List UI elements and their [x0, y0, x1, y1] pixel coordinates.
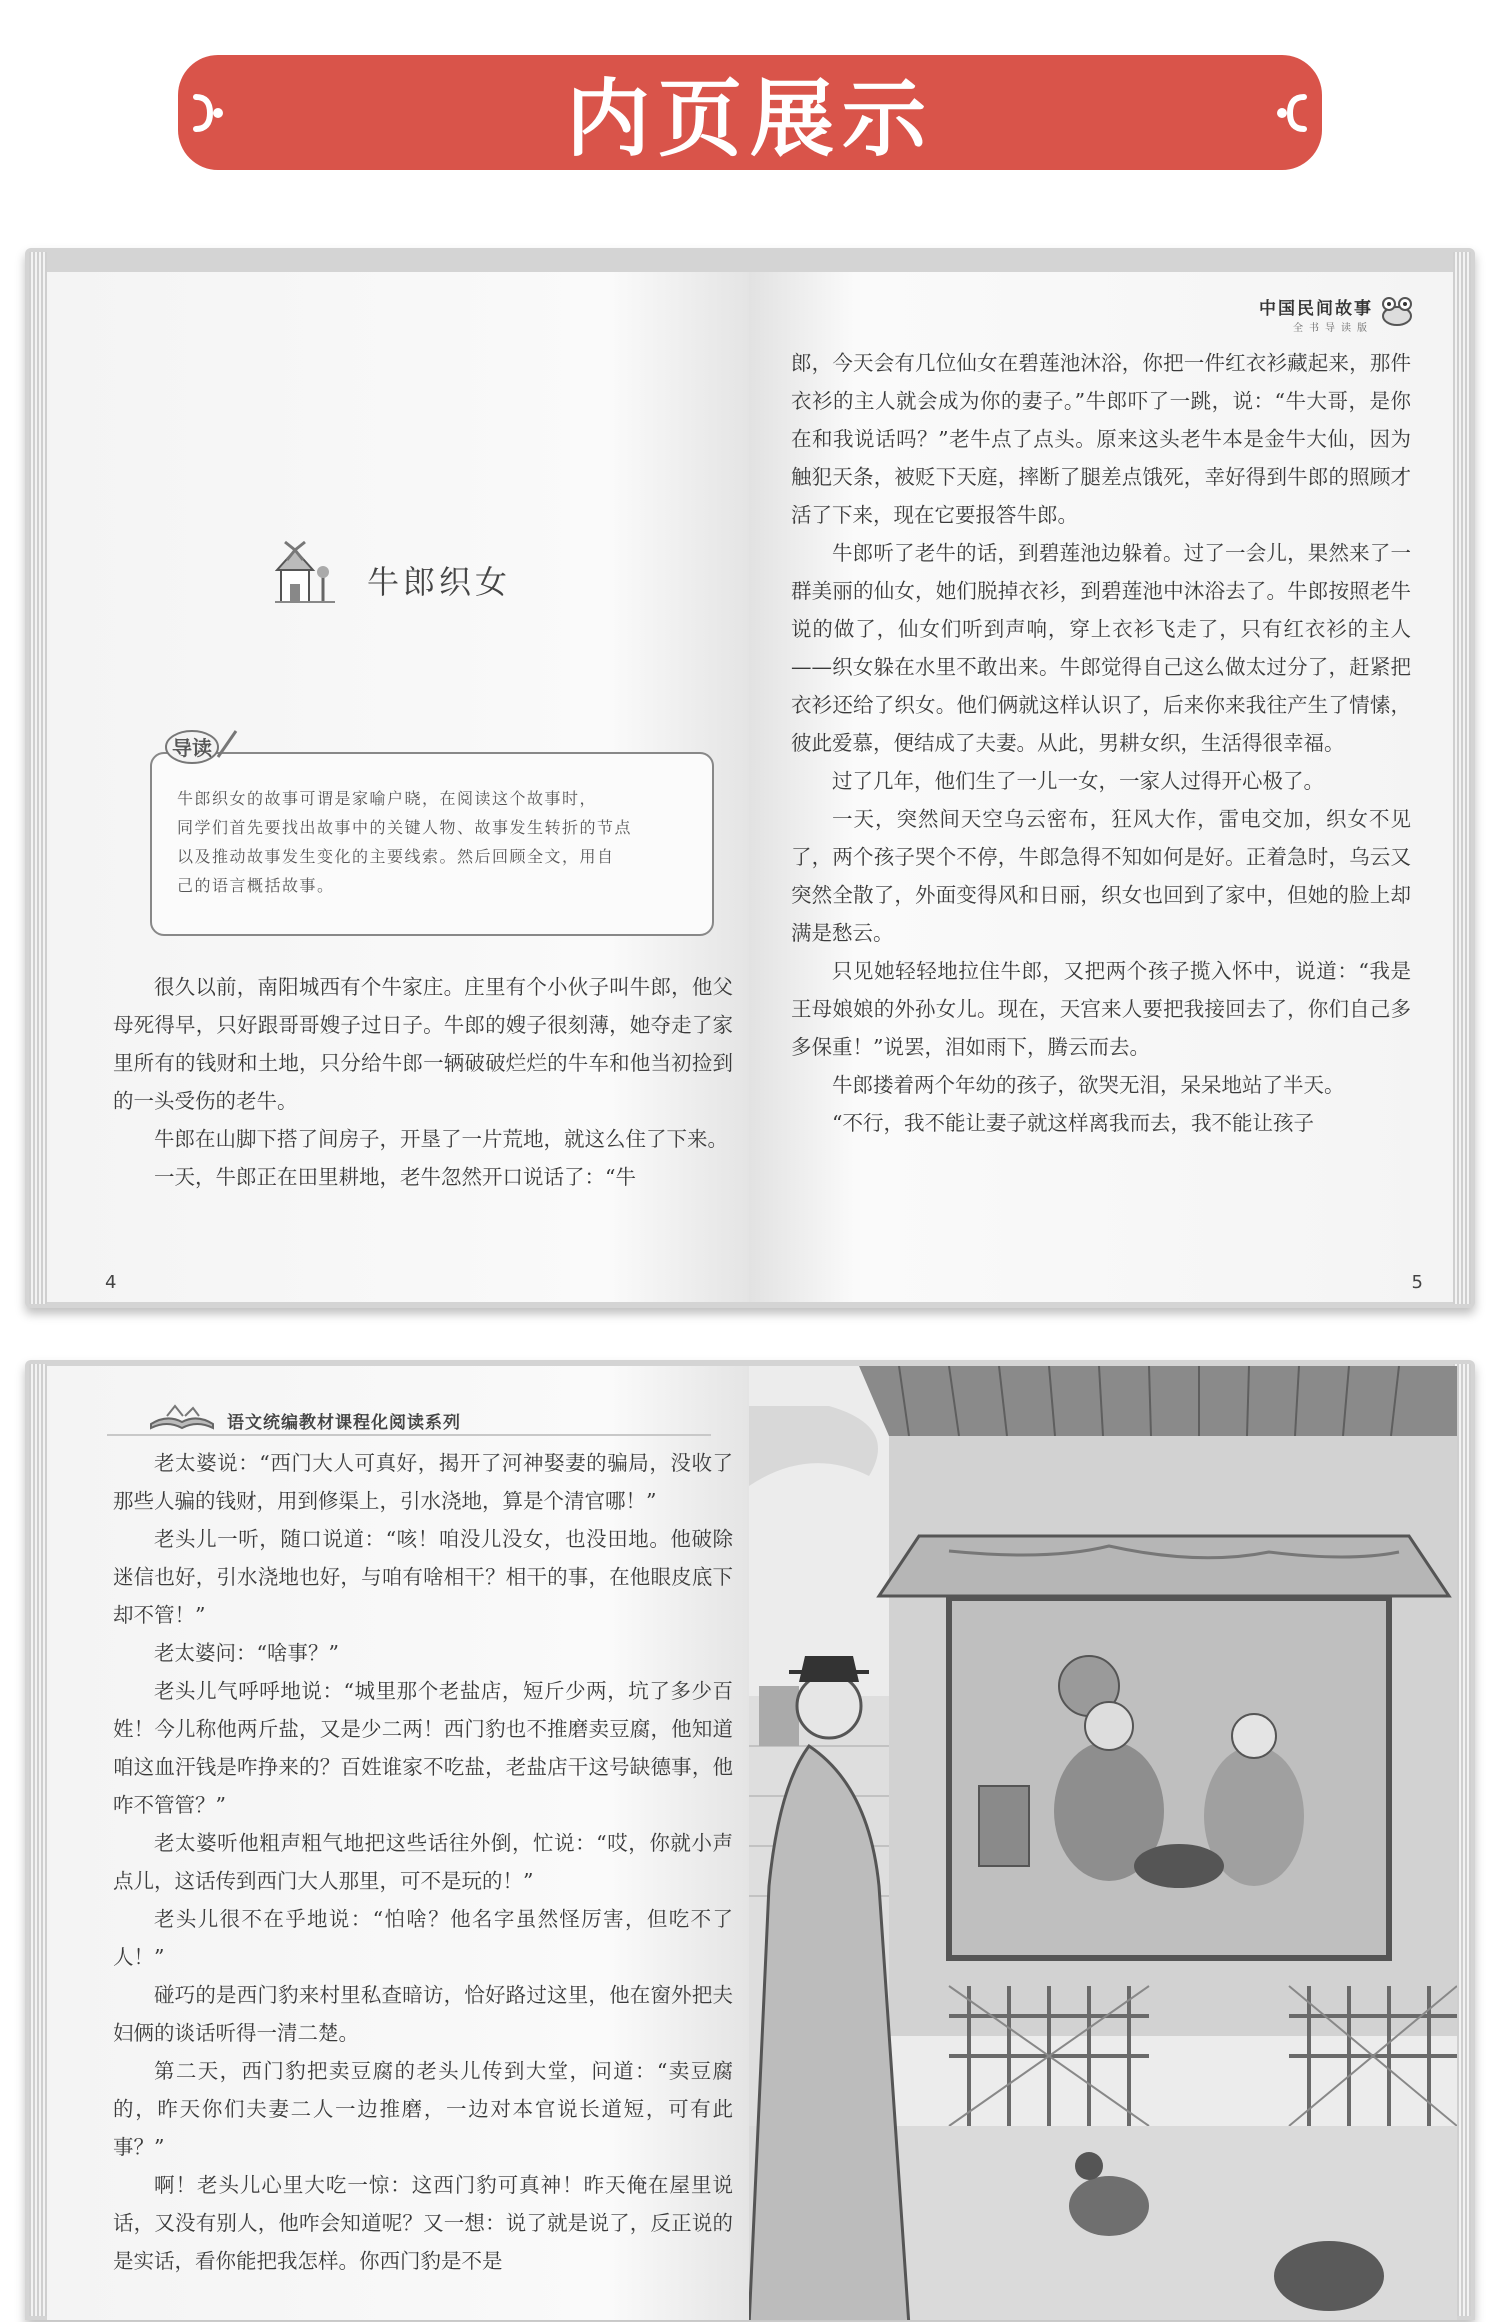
- paragraph: 只见她轻轻地拉住牛郎，又把两个孩子揽入怀中，说道：“我是王母娘娘的外孙女儿。现在，天宫来人要把我接回去了，你们自己多多保重！”说罢，泪如雨下，腾云而去。: [791, 959, 1411, 1059]
- page-number: 4: [105, 1272, 117, 1293]
- right-page: [749, 272, 1453, 1302]
- paragraph: 过了几年，他们生了一儿一女，一家人过得开心极了。: [832, 769, 1324, 793]
- story-body: [113, 968, 733, 1196]
- paragraph: “不行，我不能让妻子就这样离我而去，我不能让孩子: [832, 1111, 1314, 1135]
- frog-icon: [1379, 296, 1415, 326]
- page-edges: [1453, 252, 1471, 1304]
- book-spread-1: [25, 248, 1475, 1308]
- guide-line: 己的语言概括故事。: [177, 876, 335, 895]
- chapter-title: 牛郎织女: [367, 563, 512, 601]
- running-head-subtitle: 全书导读版: [1293, 323, 1373, 334]
- left-page: [47, 1366, 751, 2320]
- guide-label: 导读: [172, 736, 212, 760]
- guide-line: 同学们首先要找出故事中的关键人物、故事发生转折的节点: [177, 818, 633, 837]
- paragraph: 牛郎在山脚下搭了间房子，开垦了一片荒地，就这么住了下来。: [154, 1127, 728, 1151]
- guide-line: 以及推动故事发生变化的主要线索。然后回顾全文，用自: [177, 847, 615, 866]
- ink-illustration: [749, 1366, 1457, 2320]
- page-number: 5: [1411, 1272, 1423, 1293]
- open-book-icon: [147, 1400, 217, 1430]
- paragraph: 一天，牛郎正在田里耕地，老牛忽然开口说话了：“牛: [154, 1165, 636, 1189]
- paragraph: 老头儿很不在乎地说：“怕啥？他名字虽然怪厉害，但吃不了人！”: [113, 1907, 733, 1969]
- paragraph: 第二天，西门豹把卖豆腐的老头儿传到大堂，问道：“卖豆腐的，昨天你们夫妻二人一边推磨，一边对本官说长道短，可有此事？”: [113, 2059, 733, 2159]
- page-edges: [29, 1364, 47, 2316]
- windmill-house-icon: [275, 538, 355, 608]
- paragraph: 碰巧的是西门豹来村里私查暗访，恰好路过这里，他在窗外把夫妇俩的谈话听得一清二楚。: [113, 1983, 733, 2045]
- left-page: [47, 272, 751, 1302]
- story-body: [791, 344, 1411, 1142]
- paragraph: 啊！老头儿心里大吃一惊：这西门豹可真神！昨天俺在屋里说话，又没有别人，他咋会知道呢？又一想：说了就是说了，反正说的是实话，看你能把我怎样。你西门豹是不是: [113, 2173, 733, 2273]
- story-body: [113, 1444, 733, 2280]
- paragraph: 老头儿一听，随口说道：“咳！咱没儿没女，也没田地。他破除迷信也好，引水浇地也好，与咱有啥相干？相干的事，在他眼皮底下却不管！”: [113, 1527, 733, 1627]
- book-spread-2: [25, 1360, 1475, 2320]
- paragraph: 牛郎搂着两个年幼的孩子，欲哭无泪，呆呆地站了半天。: [832, 1073, 1345, 1097]
- running-head-title: 中国民间故事: [1259, 299, 1373, 319]
- paragraph: 老太婆听他粗声粗气地把这些话往外倒，忙说：“哎，你就小声点儿，这话传到西门大人那里，可不是玩的！”: [113, 1831, 733, 1893]
- paragraph: 牛郎听了老牛的话，到碧莲池边躲着。过了一会儿，果然来了一群美丽的仙女，她们脱掉衣衫，到碧莲池中沐浴去了。牛郎按照老牛说的做了，仙女们听到声响，穿上衣衫飞走了，只有红衣衫的主人——织女躲在水里不敢出来。牛郎觉得自己这么做太过分了，赶紧把衣衫还给了织女。他们俩就这样认识了，后来你来我往产生了情愫，彼此爱慕，便结成了夫妻。从此，男耕女织，生活得很幸福。: [791, 541, 1411, 755]
- paragraph: 一天，突然间天空乌云密布，狂风大作，雷电交加，织女不见了，两个孩子哭个不停，牛郎急得不知如何是好。正着急时，乌云又突然全散了，外面变得风和日丽，织女也回到了家中，但她的脸上却满是愁云。: [791, 807, 1411, 945]
- paragraph: 郎，今天会有几位仙女在碧莲池沐浴，你把一件红衣衫藏起来，那件衣衫的主人就会成为你的妻子。”牛郎吓了一跳，说：“牛大哥，是你在和我说话吗？”老牛点了点头。原来这头老牛本是金牛大仙，因为触犯天条，被贬下天庭，摔断了腿差点饿死，幸好得到牛郎的照顾才活了下来，现在它要报答牛郎。: [791, 351, 1411, 527]
- guide-line: 牛郎织女的故事可谓是家喻户晓，在阅读这个故事时，: [177, 789, 598, 808]
- scroll-ornament-icon: [1268, 91, 1312, 135]
- paragraph: 很久以前，南阳城西有个牛家庄。庄里有个小伙子叫牛郎，他父母死得早，只好跟哥哥嫂子过日子。牛郎的嫂子很刻薄，她夺走了家里所有的钱财和土地，只分给牛郎一辆破破烂烂的牛车和他当初捡到的一头受伤的老牛。: [113, 975, 733, 1113]
- page-edges: [29, 252, 47, 1304]
- series-head: 语文统编教材课程化阅读系列: [227, 1413, 461, 1433]
- title-banner: [178, 55, 1322, 170]
- paragraph: 老太婆问：“啥事？”: [154, 1641, 339, 1665]
- guide-text: [177, 784, 697, 900]
- running-head: [1259, 294, 1373, 334]
- header-rule: [107, 1434, 711, 1436]
- paragraph: 老太婆说：“西门大人可真好，揭开了河神娶妻的骗局，没收了那些人骗的钱财，用到修渠上，引水浇地，算是个清官哪！”: [113, 1451, 733, 1513]
- paragraph: 老头儿气呼呼地说：“城里那个老盐店，短斤少两，坑了多少百姓！今儿称他两斤盐，又是少二两！西门豹也不推磨卖豆腐，他知道咱这血汗钱是咋挣来的？百姓谁家不吃盐，老盐店干这号缺德事，他咋不管管？”: [113, 1679, 733, 1817]
- banner-title: 内页展示: [565, 70, 934, 168]
- scroll-ornament-icon: [188, 91, 232, 135]
